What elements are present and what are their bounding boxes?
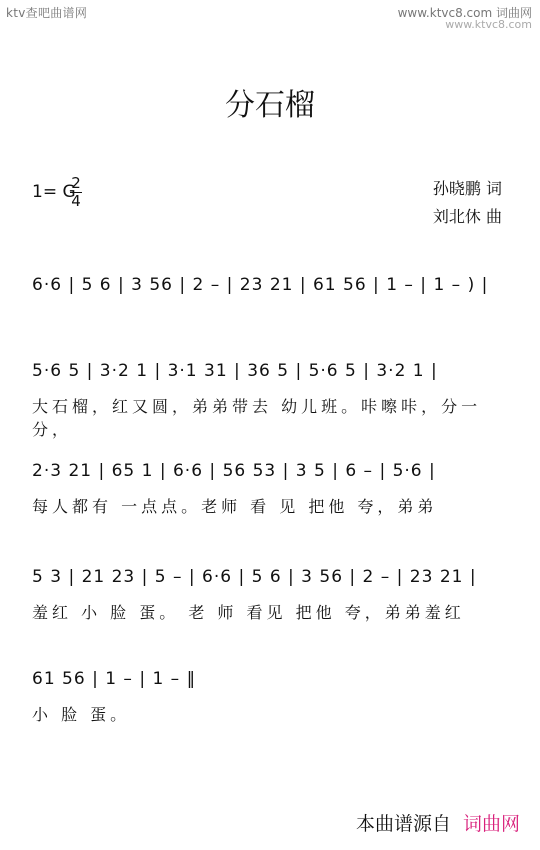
lyrics-row-3: 每人都有 一点点。老师 看 见 把他 夸，弟弟 [32,497,438,516]
watermark-right-sub: www.ktvc8.com [445,18,532,31]
lyrics-row-4: 羞红 小 脸 蛋。 老 师 看见 把他 夸，弟弟羞红 [32,603,465,622]
score-row-5 [32,662,222,724]
notes-row-1-text: 6·6 | 5 6 | 3 56 | 2 – | 23 21 | 61 56 | 1 – | 1 – ) | [32,275,489,295]
lyricist-credit: 孙晓鹏 词 [432,179,502,198]
notes-row-5 [32,662,222,696]
time-signature-bottom: 4 [71,192,81,210]
notes-row-5-text: 61 56 | 1 – | 1 – ‖ [32,669,197,689]
key-signature: 1= G [32,182,76,202]
score-row-1 [32,268,508,330]
time-signature-top: 2 [71,174,81,192]
source-footer [356,809,520,836]
lyrics-row-2: 大石榴，红又圆，弟弟带去 幼儿班。咔嚓咔，分一分， [32,397,482,439]
notes-row-2 [32,354,508,388]
notes-row-4-text: 5 3 | 21 23 | 5 – | 6·6 | 5 6 | 3 56 | 2 – | 23 21 | [32,567,477,587]
song-title: 分石榴 [225,88,315,123]
source-text: 本曲谱源自 [355,813,451,835]
lyrics-row-1 [32,308,508,330]
notes-row-4 [32,560,508,594]
score-row-3 [32,454,508,516]
notes-row-3 [32,454,508,488]
watermark-left: ktv查吧曲谱网 [6,6,88,20]
notes-row-1 [32,268,508,302]
notes-row-3-text: 2·3 21 | 65 1 | 6·6 | 56 53 | 3 5 | 6 – | 5·6 | [32,461,436,481]
score-row-4 [32,560,508,622]
score-row-2 [32,354,508,439]
watermark-right: www.ktvc8.com 词曲网 [397,6,532,20]
notes-row-2-text: 5·6 5 | 3·2 1 | 3·1 31 | 36 5 | 5·6 5 | 3·2 1 | [32,361,438,381]
composer-credit: 刘北休 曲 [432,207,502,226]
source-brand-link[interactable]: 词曲网 [462,813,520,835]
lyrics-row-5: 小 脸 蛋。 [32,705,131,724]
time-signature [70,176,82,209]
